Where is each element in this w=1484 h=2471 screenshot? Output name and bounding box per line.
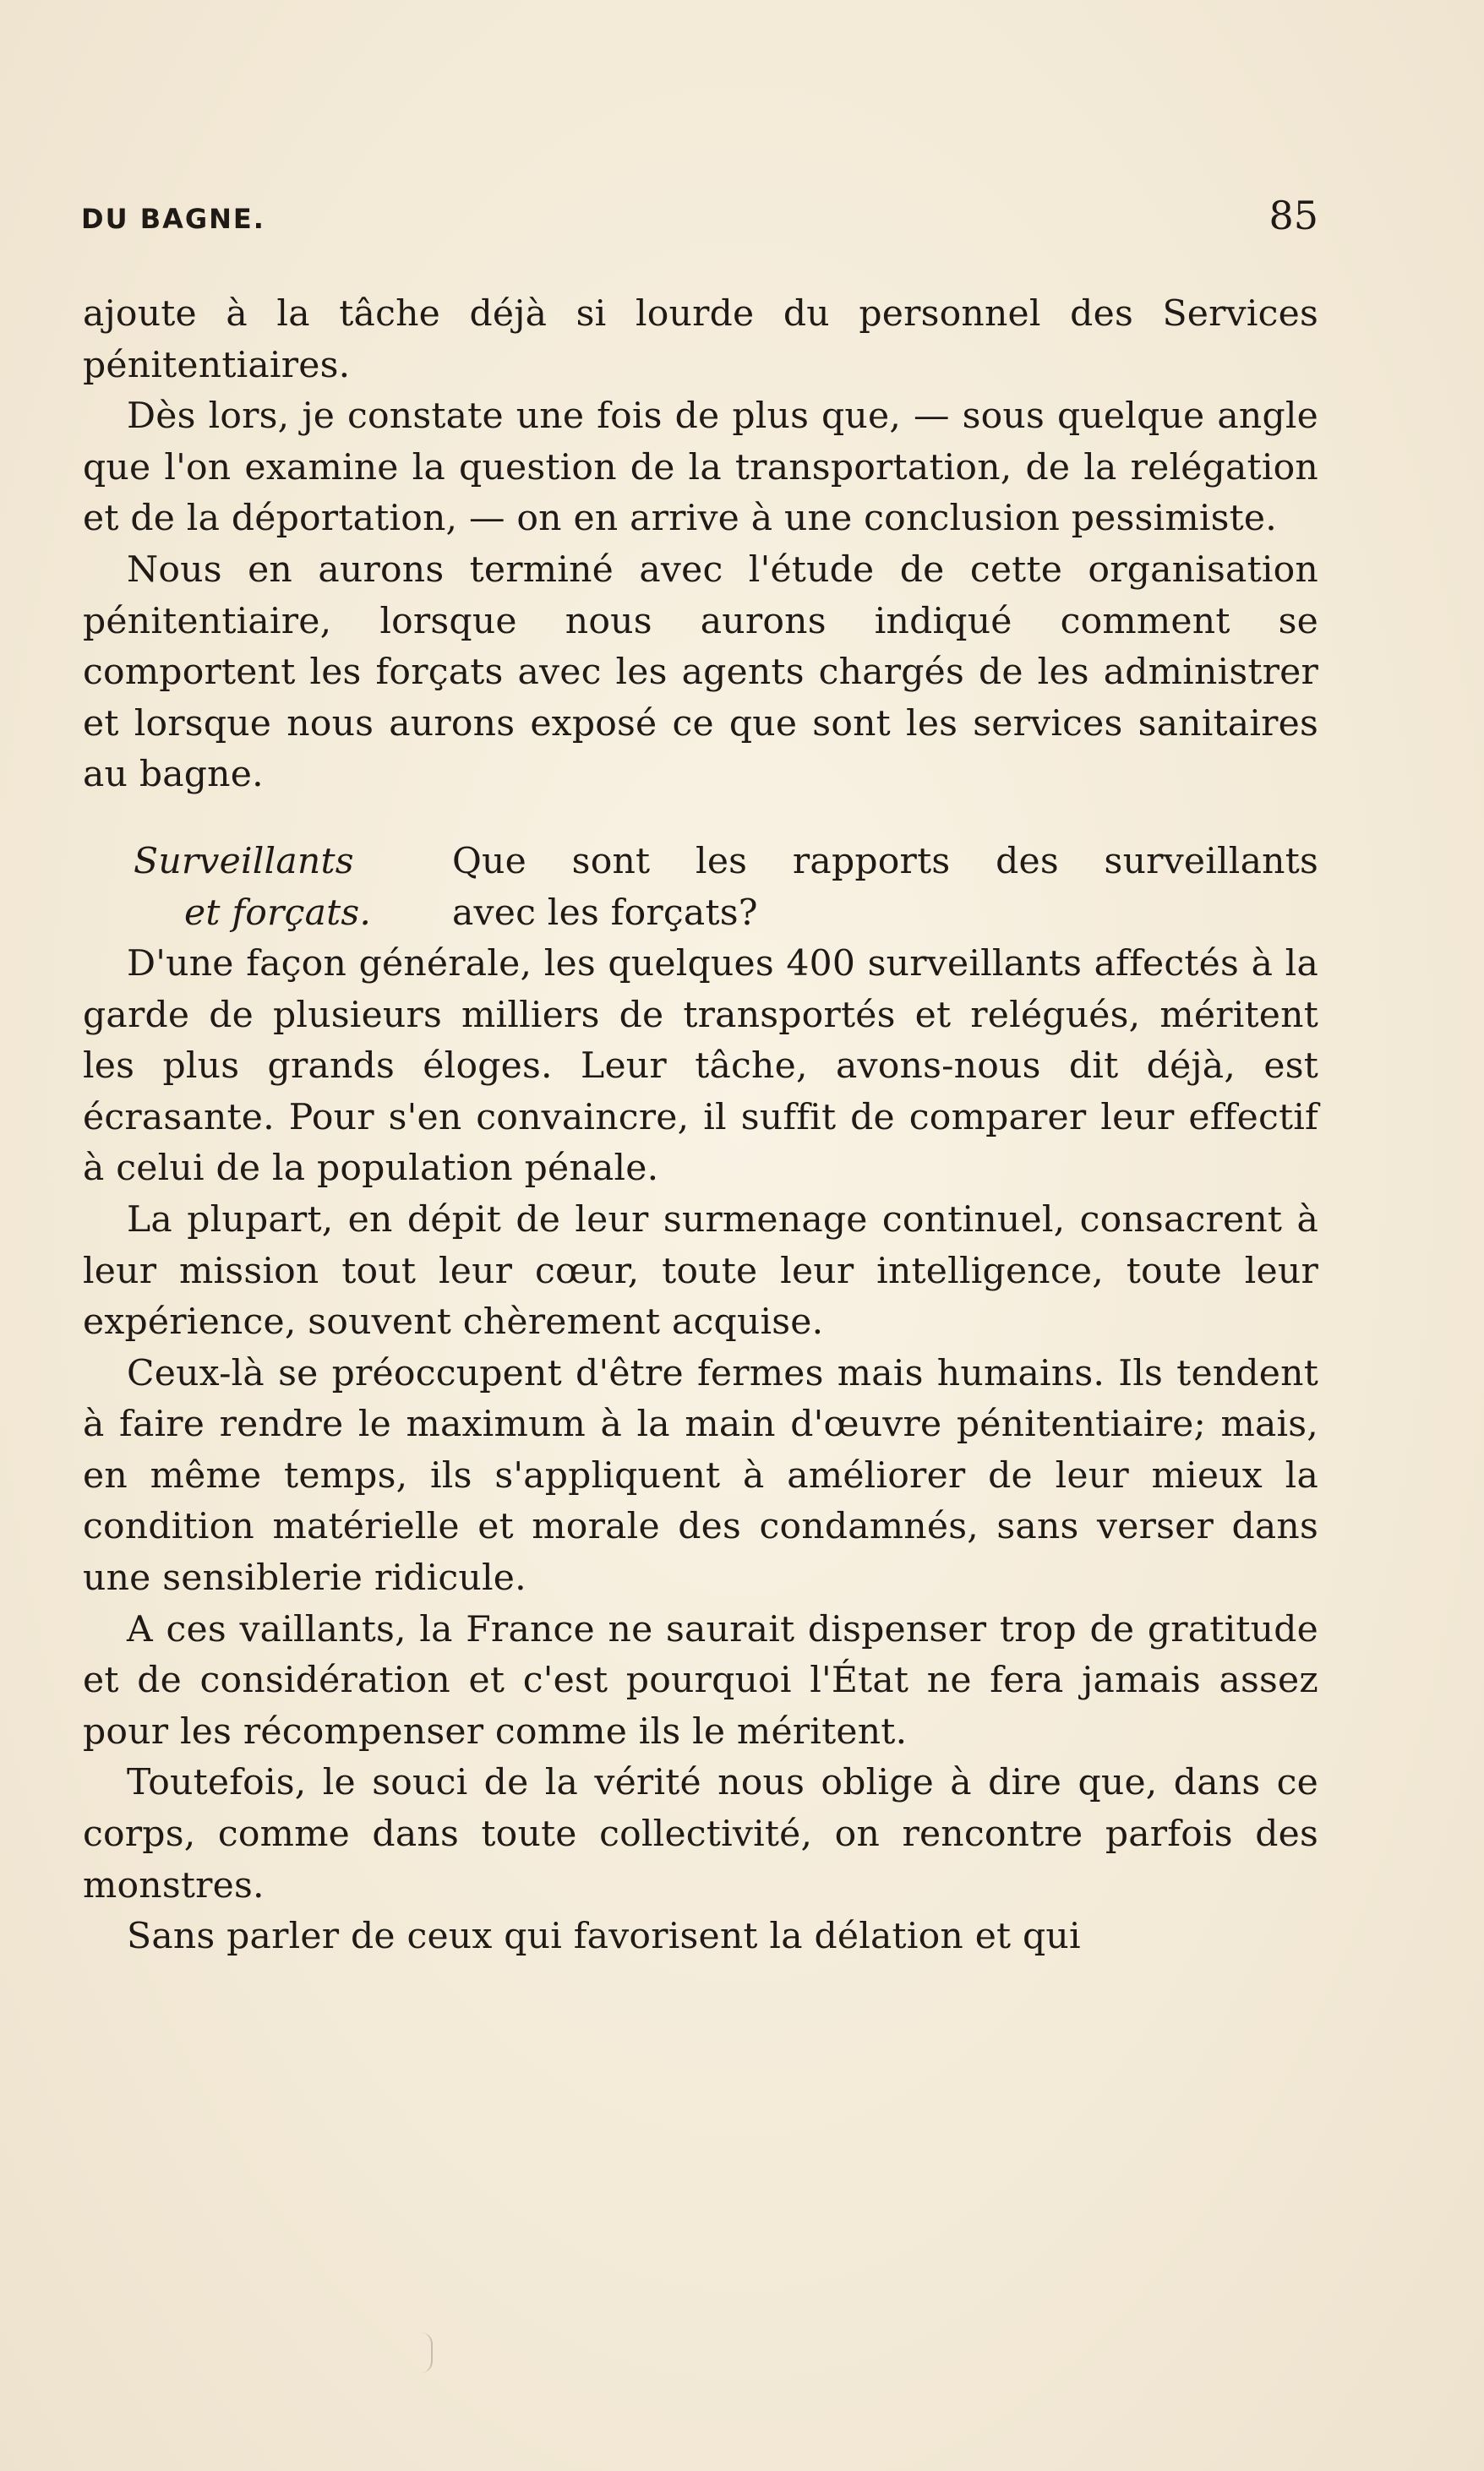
paragraph: Dès lors, je constate une fois de plus que, — sous quelque angle que l'on examine la question de la transportation, de la relégation et de la déportation, — on en arrive à une conclusion pessimiste.	[83, 395, 1318, 540]
side-heading-line-1: Surveillants	[134, 840, 354, 882]
page-number: 85	[1268, 193, 1318, 238]
running-head: DU BAGNE.	[81, 203, 265, 235]
paragraph: A ces vaillants, la France ne saurait dispenser trop de gratitude et de considération et c'est pourquoi l'État ne fera jamais assez pour les récompenser comme ils le méritent.	[83, 1608, 1318, 1753]
side-heading	[134, 837, 488, 939]
paragraph: La plupart, en dépit de leur surmenage continuel, consacrent à leur mission tout leur cœur, toute leur intelligence, toute leur expérience, souvent chèrement acquise.	[83, 1198, 1318, 1344]
section-text-line-1: Que sont les rapports des surveillants	[452, 840, 1318, 882]
section-text-line-2: avec les forçats?	[452, 892, 758, 934]
side-heading-line-2: et forçats.	[184, 892, 372, 934]
paragraph: Toutefois, le souci de la vérité nous oblige à dire que, dans ce corps, comme dans toute collectivité, on rencontre parfois des monstres.	[83, 1762, 1318, 1906]
paragraph: D'une façon générale, les quelques 400 surveillants affectés à la garde de plusieurs milliers de transportés et relégués, méritent les plus grands éloges. Leur tâche, avons-nous dit déjà, est écrasante. Pour s'en convaincre, il suffit de comparer leur effectif à celui de la population pénale.	[83, 942, 1318, 1190]
page-header	[81, 193, 1318, 252]
section-surveillants-et-forcats	[83, 837, 1318, 939]
paragraph: Nous en aurons terminé avec l'étude de cette organisation pénitentiaire, lorsque nous aurons indiqué comment se comportent les forçats avec les agents chargés de les administrer et lorsque nous aurons exposé ce que sont les services sanitaires au bagne.	[83, 548, 1318, 796]
paragraph: Ceux-là se préoccupent d'être fermes mais humains. Ils tendent à faire rendre le maximum à la main d'œuvre pénitentiaire; mais, en même temps, ils s'appliquent à améliorer de leur mieux la condition matérielle et morale des condamnés, sans verser dans une sensiblerie ridicule.	[83, 1352, 1318, 1600]
section-opening-text	[452, 837, 1318, 939]
body-text	[83, 289, 1318, 1963]
paragraph: Sans parler de ceux qui favorisent la délation et qui	[127, 1916, 1081, 1958]
paragraph-continuation: ajoute à la tâche déjà si lourde du personnel des Services pénitentiaires.	[83, 293, 1318, 386]
pencil-mark	[421, 2332, 433, 2373]
